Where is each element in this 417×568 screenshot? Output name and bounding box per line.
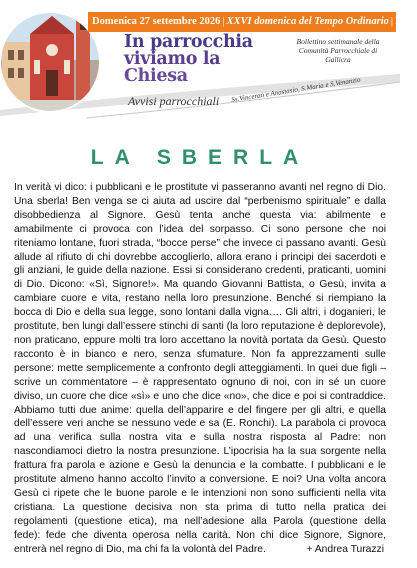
article-signature: + Andrea Turazzi	[306, 544, 384, 555]
article-body: In verità vi dico: i pubblicani e le prostitute vi passeranno avanti nel regno di Dio. Una sberla! Ben venga se ci aiuta ad uscire dal “perbenismo spirituale” e dalla disobbedienza al Signore. Gesù tenta anche questa via: abilmente e amabilmente ci provoca con l’idea del sorpasso. Ci sono persone che noi riteniamo lontane, fuori strada, “bocce perse” che invece ci passano avanti. Gesù allude al rifiuto di chi dovrebbe accoglierlo, allora erano i principi dei sacerdoti e gli anziani, le guide della nazione. Essi si considerano credenti, praticanti, uomini di Dio. Dicono: «Sì, Signore!». Ma quando Giovanni Battista, o Gesù, invita a cambiare cuore e vita, restano nella loro presunzione. Benché si riempiano la bocca di Dio e della sua legge, sono lontani dalla vigna…. Gli altri, i doganieri, le prostitute, ben lungi dall’essere stinchi di santi (la loro reputazione è deplorevole), non praticano, eppure molti tra loro accettano la novità portata da Gesù. Questo racconto è in bianco e nero, senza sfumature. Non fa apprezzamenti sulle persone: mette semplicemente a confronto degli atteggiamenti. In quei due figli – scrive un commentatore – è rappresentato ognuno di noi, con in sé un cuore diviso, un cuore che dice «sì» e uno che dice «no», che dice e poi si contraddice. Abbiamo tutti due anime: quella dell’apparire e del fingere per gli altri, e quella dell’essere veri anche se nessuno vede e sa (E. Ronchi). La parabola ci provoca ad una verifica sulla nostra vita e sulla nostra risposta al Padre: non nascondiamoci dietro la nostra presunzione. L’ipocrisia ha la sua sorgente nella frattura fra parola e azione e Gesù la denuncia e la combatte. I pubblicani e le prostitute almeno hanno accolto l’invito a conversione. E noi? Una volta ancora Gesù ci ripete che le buone parole e le intenzioni non sono sufficienti nella vita cristiana. La questione decisiva non sta prima di tutto nella pratica dei regolamenti (questione etica), ma nell’adesione alla Parola (questione della fede): fede che diventa operosa nella carità. Non chi dice Signore, Signore, entrerà nel regno di Dio, ma chi fa la volontà del Padre.	[14, 182, 386, 555]
bulletin-description: Bollettino settimanale della Comunità Parrocchiale di Gallicra	[296, 37, 380, 64]
liturgical-week: XXVI domenica del Tempo Ordinario	[226, 16, 389, 27]
date-bar: Domenica 27 settembre 2026 | XXVI domenica del Tempo Ordinario | N°44	[88, 12, 396, 32]
parish-names: Ss.Vincenzo e Anastasio, S.Maria e S.Venanzio	[230, 75, 361, 104]
masthead-title	[124, 34, 274, 85]
title-line-2: viviamo la	[124, 49, 221, 69]
article-title: LA SBERLA	[90, 146, 310, 169]
title-line-1: In parrocchia	[124, 32, 253, 52]
issue-number: N°44	[395, 16, 417, 27]
issue-date: Domenica 27 settembre 2026	[92, 16, 221, 27]
masthead-subtitle: Avvisi parrocchiali	[128, 94, 220, 108]
title-line-3: Chiesa	[124, 66, 188, 86]
masthead	[0, 0, 417, 118]
